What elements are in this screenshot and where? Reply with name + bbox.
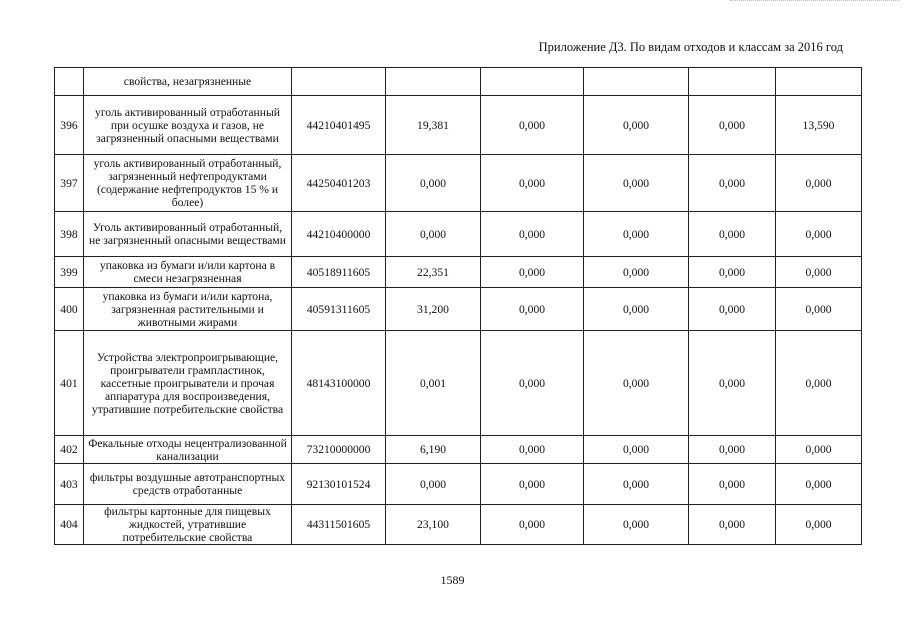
value-cell-2: 0,000 [481, 464, 584, 505]
value-cell-4: 0,000 [689, 288, 776, 331]
value-cell-3: 0,000 [584, 464, 689, 505]
top-edge-marks [730, 0, 900, 9]
waste-name-cell: уголь активированный отработанный при осушке воздуха и газов, не загрязненный опасными веществами [84, 96, 292, 155]
value-cell-4: 0,000 [689, 505, 776, 545]
value-cell-4: 0,000 [689, 155, 776, 212]
value-cell-2: 0,000 [481, 257, 584, 288]
row-number-cell: 400 [55, 288, 84, 331]
value-cell-2: 0,000 [481, 436, 584, 464]
value-cell-1: 22,351 [386, 257, 481, 288]
value-cell-5: 0,000 [776, 288, 862, 331]
value-cell-5: 0,000 [776, 505, 862, 545]
table-row [55, 155, 862, 212]
row-number-cell: 398 [55, 212, 84, 257]
waste-name-cell: упаковка из бумаги и/или картона в смеси незагрязненная [84, 257, 292, 288]
waste-name-cell: упаковка из бумаги и/или картона, загрязненная растительными и животными жирами [84, 288, 292, 331]
value-cell-3: 0,000 [584, 436, 689, 464]
fkko-code-cell: 44250401203 [292, 155, 386, 212]
table-row [55, 257, 862, 288]
waste-table [54, 67, 862, 545]
value-cell-1: 6,190 [386, 436, 481, 464]
fkko-code-cell: 48143100000 [292, 331, 386, 436]
waste-name-cell: фильтры воздушные автотранспортных средств отработанные [84, 464, 292, 505]
value-cell-3: 0,000 [584, 505, 689, 545]
value-cell-2 [481, 68, 584, 96]
value-cell-3: 0,000 [584, 288, 689, 331]
value-cell-5: 13,590 [776, 96, 862, 155]
waste-name-cell: Уголь активированный отработанный, не загрязненный опасными веществами [84, 212, 292, 257]
table-row [55, 68, 862, 96]
value-cell-3: 0,000 [584, 96, 689, 155]
value-cell-1: 0,000 [386, 464, 481, 505]
value-cell-4: 0,000 [689, 212, 776, 257]
fkko-code-cell: 40591311605 [292, 288, 386, 331]
value-cell-1: 23,100 [386, 505, 481, 545]
value-cell-3 [584, 68, 689, 96]
value-cell-2: 0,000 [481, 212, 584, 257]
row-number-cell [55, 68, 84, 96]
table-row [55, 288, 862, 331]
waste-name-cell: фильтры картонные для пищевых жидкостей, утратившие потребительские свойства [84, 505, 292, 545]
table-row [55, 331, 862, 436]
value-cell-2: 0,000 [481, 505, 584, 545]
fkko-code-cell: 44210400000 [292, 212, 386, 257]
table-body [55, 68, 862, 545]
value-cell-1 [386, 68, 481, 96]
value-cell-2: 0,000 [481, 331, 584, 436]
value-cell-3: 0,000 [584, 257, 689, 288]
value-cell-4 [689, 68, 776, 96]
value-cell-4: 0,000 [689, 96, 776, 155]
row-number-cell: 403 [55, 464, 84, 505]
row-number-cell: 402 [55, 436, 84, 464]
value-cell-5 [776, 68, 862, 96]
page-number: 1589 [440, 573, 465, 587]
waste-name-cell: Фекальные отходы нецентрализованной канализации [84, 436, 292, 464]
value-cell-3: 0,000 [584, 212, 689, 257]
row-number-cell: 404 [55, 505, 84, 545]
row-number-cell: 399 [55, 257, 84, 288]
fkko-code-cell: 92130101524 [292, 464, 386, 505]
fkko-code-cell: 73210000000 [292, 436, 386, 464]
value-cell-1: 31,200 [386, 288, 481, 331]
value-cell-2: 0,000 [481, 288, 584, 331]
value-cell-2: 0,000 [481, 155, 584, 212]
fkko-code-cell [292, 68, 386, 96]
value-cell-5: 0,000 [776, 212, 862, 257]
row-number-cell: 396 [55, 96, 84, 155]
value-cell-3: 0,000 [584, 331, 689, 436]
table-row [55, 96, 862, 155]
value-cell-5: 0,000 [776, 155, 862, 212]
fkko-code-cell: 44210401495 [292, 96, 386, 155]
value-cell-1: 0,000 [386, 155, 481, 212]
value-cell-4: 0,000 [689, 464, 776, 505]
table-row [55, 212, 862, 257]
waste-name-cell: уголь активированный отработанный, загрязненный нефтепродуктами (содержание нефтепродуктов 15 % и более) [84, 155, 292, 212]
page-header: Приложение Д3. По видам отходов и классам за 2016 год [538, 40, 843, 54]
fkko-code-cell: 44311501605 [292, 505, 386, 545]
value-cell-4: 0,000 [689, 331, 776, 436]
value-cell-1: 19,381 [386, 96, 481, 155]
value-cell-3: 0,000 [584, 155, 689, 212]
row-number-cell: 401 [55, 331, 84, 436]
row-number-cell: 397 [55, 155, 84, 212]
value-cell-4: 0,000 [689, 436, 776, 464]
value-cell-4: 0,000 [689, 257, 776, 288]
value-cell-5: 0,000 [776, 257, 862, 288]
table-row [55, 436, 862, 464]
value-cell-5: 0,000 [776, 436, 862, 464]
value-cell-2: 0,000 [481, 96, 584, 155]
value-cell-5: 0,000 [776, 331, 862, 436]
waste-name-cell: Устройства электропроигрывающие, проигрыватели грампластинок, кассетные проигрыватели и прочая аппаратура для воспроизведения, утратившие потребительские свойства [84, 331, 292, 436]
table-row [55, 464, 862, 505]
value-cell-1: 0,000 [386, 212, 481, 257]
value-cell-1: 0,001 [386, 331, 481, 436]
table-row [55, 505, 862, 545]
fkko-code-cell: 40518911605 [292, 257, 386, 288]
waste-name-cell: свойства, незагрязненные [84, 68, 292, 96]
value-cell-5: 0,000 [776, 464, 862, 505]
